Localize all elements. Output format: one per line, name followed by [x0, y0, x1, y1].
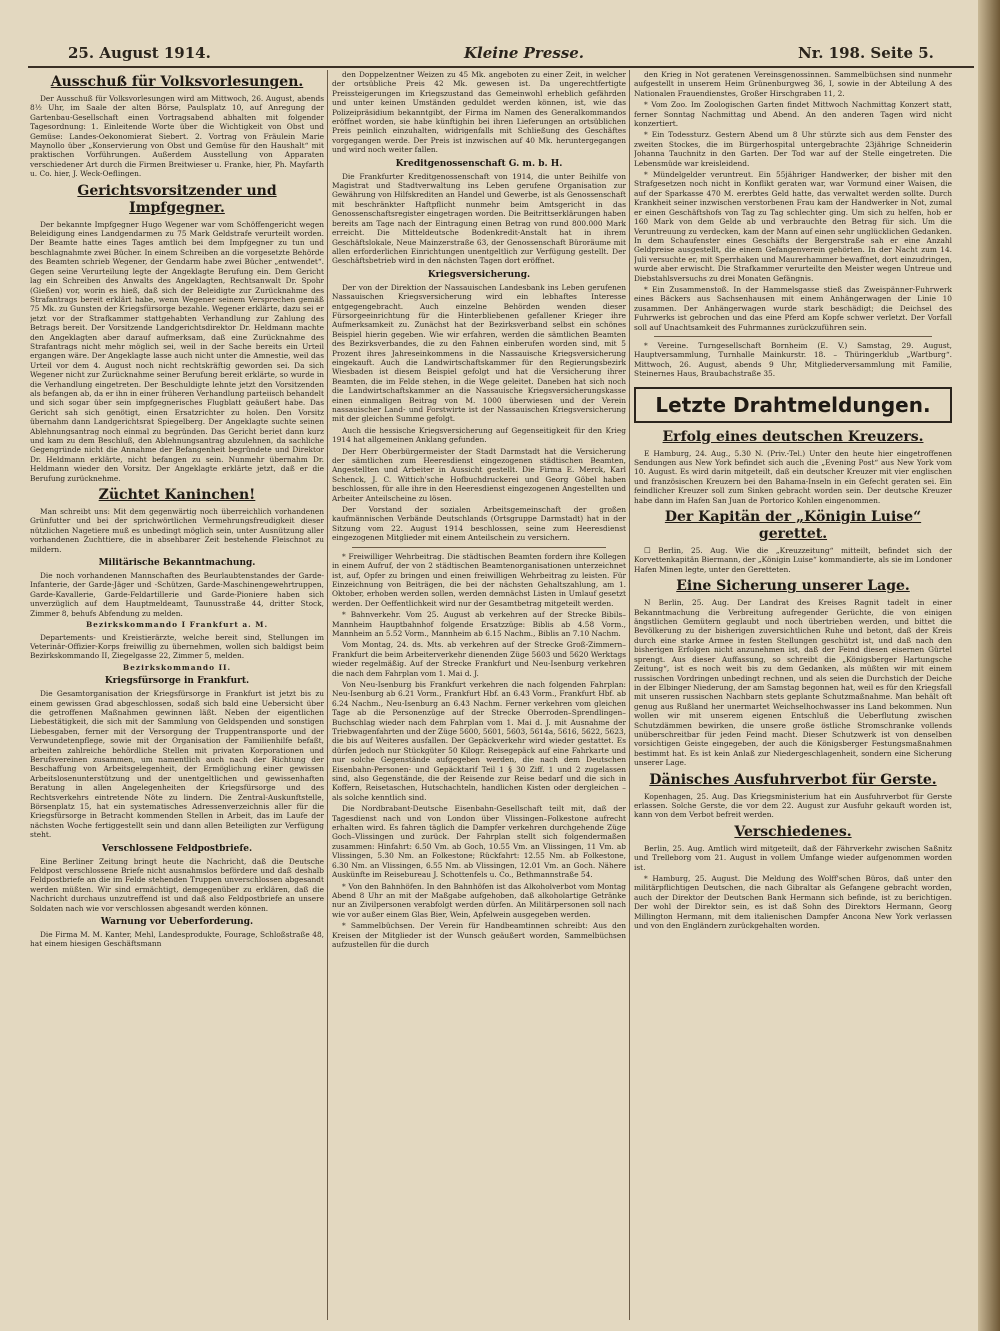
article-paragraph: Die Nordbrabant-Deutsche Eisenbahn-Gesellschaft teilt mit, daß der Tagesdienst nach und von London über Vlissingen–Folkestone aufrecht erhalten wird. Es fahren täglich die Dampfer verkehren durchgehende Züge Goch–Vlissingen und zurück. Der Fahrplan stellt sich folgendermaßen zusammen: Hinfahrt: 6.50 Vm. ab Goch, 10.55 Vm. an Vlissingen, 11 Vm. ab Vlissingen, 5.30 Nm. an Folkestone; Rückfahrt: 12.55 Nm. ab Folkestone, 6.30 Nm. an Vlissingen, 6.55 Nm. ab Vlissingen, 12.01 Vm. an Goch. Nähere Auskünfte im Reisebureau J. Schottenfels u. Co., Bethmannstraße 54.	[332, 804, 626, 880]
article-paragraph: den Krieg in Not geratenen Vereinsgenossinnen. Sammelbüchsen sind nunmehr aufgestellt in unserem Heim Grünenburgweg 36, I, sowie in der Abteilung A des Nationalen Frauendienstes, Großer Hirschgraben 11, 2.	[634, 70, 952, 98]
page-header	[28, 44, 974, 64]
article-headline: Dänisches Ausfuhrverbot für Gerste.	[649, 771, 937, 788]
article-paragraph: Kopenhagen, 25. Aug. Das Kriegsministerium hat ein Ausfuhrverbot für Gerste erlassen. Solche Gerste, die vor dem 22. August zur Ausfuhr gekauft worden ist, kann von dem Verbot befreit werden.	[634, 791, 952, 820]
article-signature: Bezirkskommando I Frankfurt a. M.	[85, 620, 269, 630]
header-date: 25. August 1914.	[68, 44, 211, 62]
article-paragraph: * Vereine. Turngesellschaft Bornheim (E. V.) Samstag, 29. August, Hauptversammlung, Turnhalle Mainkurstr. 18. – Thüringerklub „Wartburg“. Mittwoch, 26. August, abends 9 Uhr, Mitgliederversammlung mit Familie, Steinernes Haus, Braubachstraße 35.	[634, 340, 952, 379]
article-paragraph: * Ein Zusammenstoß. In der Hammelsgasse stieß das Zweispänner-Fuhrwerk eines Bäckers aus Sachsenhausen mit einem Anhängerwagen der Linie 10 zusammen. Der Anhängerwagen wurde stark beschädigt; die Deichsel des Fuhrwerks ist gebrochen und das eine Pferd am Kopfe schwer verletzt. Der Vorfall soll auf Unachtsamkeit des Fuhrmannes zurückzuführen sein.	[634, 284, 952, 332]
article-subheadline: Warnung vor Ueberforderung.	[100, 917, 254, 928]
article-paragraph: ☐ Berlin, 25. Aug. Wie die „Kreuzzeitung“ mitteilt, befindet sich der Korvettenkapitän Biermann, der „Königin Luise“ kommandierte, als sie im Londoner Hafen Minen legte, unter den Geretteten.	[634, 546, 952, 574]
article-separator	[352, 547, 606, 548]
article-paragraph: * Mündelgelder veruntreut. Ein 55jähriger Handwerker, der bisher mit den Strafgesetzen noch nicht in Konflikt geraten war, war Vormund einer Waisen, die auf der Sparkasse 470 M. ererbtes Geld hatte, das verwaltet werden sollte. Durch Krankheit seiner inzwischen verstorbenen Frau kam der Handwerker in Not, zumal er einen Geschäftshofs von Tag zu Tag schlechter ging. Um sich zu helfen, hob er 160 Mark von dem Gelde ab und verbrauchte den Betrag für sich. Um die Veruntreuung zu verdecken, kam der Mann auf einen sehr unglücklichen Gedanken. In dem Schaufenster eines Geschäfts der Bergerstraße sah er eine Anzahl Geldpreise ausgestellt, die einem Gefangenverein gehörten. In der Nacht zum 14. Juli versuchte er, mit Sperrhaken und Maurerhammer bewaffnet, dort einzudringen, wurde aber erwischt. Die Strafkammer verurteilte den Meister wegen Untreue und Diebstahlsversuchs zu drei Monaten Gefängnis.	[634, 170, 952, 283]
page-binding-edge	[978, 0, 1000, 1331]
article-paragraph: Departements- und Kreistierärzte, welche bereit sind, Stellungen im Veterinär-Offizier-Korps freiwillig zu übernehmen, wollen sich baldigst beim Bezirkskommando II, Ziegelgasse 22, Zimmer 5, melden.	[30, 632, 324, 661]
article-paragraph: * Von den Bahnhöfen. In den Bahnhöfen ist das Alkoholverbot vom Montag Abend 8 Uhr an mit der Maßgabe aufgehoben, daß alkoholartige Getränke nur an Zivilpersonen verabfolgt werden dürfen. An Militärpersonen soll nach wie vor außer einem Glas Bier, Wein, Apfelwein ausgegeben werden.	[332, 881, 626, 919]
article-subheadline: Militärische Bekanntmachung.	[98, 558, 256, 569]
article-headline: Verschiedenes.	[734, 823, 852, 840]
article-headline: Eine Sicherung unserer Lage.	[676, 578, 910, 595]
article-headline: Züchtet Kaninchen!	[98, 487, 256, 504]
article-paragraph: Eine Berliner Zeitung bringt heute die Nachricht, daß die Deutsche Feldpost verschlossene Briefe nicht ausnahmslos befördere und daß deshalb Feldpostbriefe an die im Felde stehenden Truppen unverschlossen abgesandt werden müßten. Wir sind ermächtigt, demgegenüber zu erklären, daß die Nachricht durchaus unzutreffend ist und daß also Feldpostbriefe an unsere Soldaten nach wie vor verschlossen abgesandt werden können.	[30, 856, 324, 913]
article-paragraph: Man schreibt uns: Mit dem gegenwärtig noch überreichlich vorhandenen Grünfutter und bei der sprichwörtlichen Vermehrungsfreudigkeit dieser nützlichen Nagetiere muß es unbedingt möglich sein, unter Ausnützung aller vorhandenen Zuchttiere, die in absehbarer Zeit bestehende Fleischnot zu mildern.	[30, 507, 324, 554]
article-headline: Ausschuß für Volksvorlesungen.	[50, 74, 304, 90]
article-paragraph: Von Neu-Isenburg bis Frankfurt verkehren die nach folgenden Fahrplan: Neu-Isenburg ab 6.21 Vorm., Frankfurt Hbf. an 6.43 Vorm., Frankfurt Hbf. ab 6.24 Nachm., Neu-Isenburg an 6.43 Nachm. Ferner verkehren vom gleichen Tage ab die Personenzüge auf der Strecke Oberroden–Sprendlingen–Buchschlag wieder nach dem Fahrplan vom 1. Mai d. J. mit Ausnahme der Triebwagenfahrten und der Züge 5600, 5601, 5603, 5614a, 5616, 5622, 5623, die bis auf Weiteres ausfallen. Der Gepäckverkehr wird wieder gestattet. Es dürfen jedoch nur Stückgüter 50 Kilogr. Reisegepäck auf eine Fahrkarte und nur solche Gegenstände aufgegeben werden, die nach dem Deutschen Eisenbahn-Personen- und Gepäcktarif Teil 1 § 30 Ziff. 1 und 2 zugelassen sind, also Gegenstände, die der Reisende zur Reise bedarf und die sich in Koffern, Reisetaschen, Hutschachteln, handlichen Kisten oder dergleichen – als solche kenntlich sind.	[332, 679, 626, 802]
article-paragraph: * Freiwilliger Wehrbeitrag. Die städtischen Beamten fordern ihre Kollegen in einem Aufruf, der von 2 städtischen Beamtenorganisationen unterzeichnet ist, auf, Opfer zu bringen und einen freiwilligen Wehrbeitrag zu leisten. Für Einzeichnung von Beiträgen, die bei der nächsten Gehaltszahlung, am 1. Oktober, erhoben werden sollen, werden demnächst Listen in Umlauf gesetzt werden. Der Oeffentlichkeit wird nur der Gesamtbetrag mitgeteilt werden.	[332, 551, 626, 608]
article-headline: Gerichtsvorsitzender und Impfgegner.	[77, 182, 277, 216]
article-paragraph: Die Frankfurter Kreditgenossenschaft von 1914, die unter Beihilfe von Magistrat und Stadtverwaltung ins Leben gerufene Organisation zur Gewährung von Hilfskrediten an Handel und Gewerbe, ist als Genossenschaft mit beschränkter Haftpflicht nunmehr beim Amtsgericht in das Genossenschaftsregister eingetragen worden. Die Beitrittserklärungen haben bereits am Tage nach der Eintragung einen Betrag von rund 800.000 Mark erreicht. Die Mitteldeutsche Bodenkredit-Anstalt hat in ihrem Geschäftslokale, Neue Mainzerstraße 63, der Genossenschaft Büroräume mit allen erforderlichen Einrichtungen unentgeltlich zur Verfügung gestellt. Der Geschäftsbetrieb wird in den nächsten Tagen dort eröffnet.	[332, 171, 626, 266]
article-paragraph: Vom Montag, 24. ds. Mts. ab verkehren auf der Strecke Groß-Zimmern–Frankfurt die beim Arbeiterverkehr dienenden Züge 5603 und 5620 Werktags wieder regelmäßig. Auf der Strecke Frankfurt und Neu-Isenburg verkehren die nach dem Fahrplan vom 1. Mai d. J.	[332, 640, 626, 678]
article-separator	[654, 336, 932, 337]
article-paragraph: Die Firma M. M. Kanter, Mehl, Landesprodukte, Fourage, Schloßstraße 48, hat einem hiesigen Geschäftsmann	[30, 930, 324, 949]
article-paragraph: * Sammelbüchsen. Der Verein für Handbeamtinnen schreibt: Aus den Kreisen der Mitglieder ist der Wunsch geäußert worden, Sammelbüchsen aufzustellen für die durch	[332, 921, 626, 949]
article-subheadline: Kreditgenossenschaft G. m. b. H.	[395, 158, 563, 169]
article-paragraph: * Bahnverkehr. Vom 25. August ab verkehren auf der Strecke Bibils–Mannheim Hauptbahnhof folgende Ersatzzüge: Biblis ab 4.58 Vorm., Mannheim an 5.52 Vorm., Mannheim ab 6.15 Nachm., Biblis an 7.10 Nachm.	[332, 610, 626, 638]
section-banner: Letzte Drahtmeldungen.	[634, 387, 952, 423]
column-2	[332, 70, 626, 1325]
column-divider	[327, 70, 328, 1320]
article-headline: Der Kapitän der „Königin Luise“ gerettet.	[664, 509, 922, 543]
article-paragraph: Der bekannte Impfgegner Hugo Wegener war vom Schöffengericht wegen Beleidigung eines Landgendarmen zu 75 Mark Geldstrafe verurteilt worden. Der Beamte hatte eines Tages amtlich bei dem Impfgegner zu tun und beschlagnahmte zwei Bücher. In einem Schreiben an die vorgesetzte Behörde des Beamten schrieb Wegener, der Gendarm habe zwei Bücher „entwendet“. Gegen seine Verurteilung legte der Angeklagte Berufung ein. Dem Gericht lag ein Schreiben des Anwalts des Angeklagten, Rechtsanwalt Dr. Spohr (Gießen) vor, worin es hieß, daß sich der Beleidigte zur Zurücknahme des Strafantrags bereit erklärt habe, wenn Wegener seinem Versprechen gemäß 75 Mk. zu Gunsten der Kriegsfürsorge bezahle. Wegener erklärte, dazu sei er jetzt vor der Strafkammer stattgehabten Verhandlung zur Zahlung des Betrags bereit. Der Vorsitzende Landgerichtsdirektor Dr. Heldmann machte den Angeklagten aber darauf aufmerksam, daß eine Zurücknahme des Strafantrags nicht mehr möglich sei, weil in der Sache bereits ein Urteil ergangen wäre. Der Angeklagte lasse auch nicht unter die Amnestie, weil das Urteil vor dem 4. August noch nicht rechtskräftig geworden sei. Da sich Wegener nicht zur Zurücknahme seiner Berufung bereit erklärte, so wurde in die Verhandlung eingetreten. Der Beschuldigte lehnte jetzt den Vorsitzenden als befangen ab, da er ihn in einer früheren Verhandlung parteiisch behandelt und sich sogar über sein impfgegnerisches Flugblatt geäußert habe. Das Gericht sah sich genötigt, einen Ersatzrichter zu holen. Den Vorsitz übernahm dann Landgerichtsrat Spiegelberg. Der Angeklagte suchte seinen Ablehnungsantrag noch einmal zu begründen. Das Gericht beriet dann kurz und kam zu dem Beschluß, den Ablehnungsantrag abzulehnen, da sachliche Gegengründe nicht die Annahme der Befangenheit begründete und Direktor Dr. Heldmann erklärte, nicht befangen zu sein. Nunmehr übernahm Dr. Heldmann wieder den Vorsitz. Der Angeklagte erklärte jetzt, daß er die Berufung zurücknehme.	[30, 219, 324, 483]
column-divider	[629, 70, 630, 1320]
article-paragraph: Die Gesamtorganisation der Kriegsfürsorge in Frankfurt ist jetzt bis zu einem gewissen Grad abgeschlossen, sodaß sich bald eine Uebersicht über die getroffenen Maßnahmen gewinnen läßt. Neben der eigentlichen Liebestätigkeit, die sich mit der Sammlung von Geldspenden und sonstigen Liebesgaben, ferner mit der Versorgung der Truppentransporte und der Verwundetenpflege, sowie mit der Organisation der Familienhilfe befaßt, arbeiten zahlreiche behördliche Stellen mit privaten Korporationen und Berufsvereinen zusammen, um namentlich auch nach der Richtung der Beschaffung von Arbeitsgelegenheit, der Ermöglichung einer gewissen Arbeitslosenunterstützung und der unentgeltlichen und gewissenhaften Beratung in allen Angelegenheiten der Kriegsfürsorge und des Rechtsverkehrs eintretende Nöte zu lindern. Die Zentral-Auskunftstelle, Börsenplatz 15, hat ein systematisches Adressenverzeichnis aller für die Kriegsfürsorge in Betracht kommenden Stellen in Arbeit, das im Laufe der nächsten Woche fertiggestellt sein und dann allen Beteiligten zur Verfügung steht.	[30, 689, 324, 840]
article-paragraph: Die noch vorhandenen Mannschaften des Beurlaubtenstandes der Garde-Infanterie, der Garde-Jäger und -Schützen, Garde-Maschinengewehrtruppen, Garde-Kavallerie, Garde-Feldartillerie und Garde-Pioniere haben sich unverzüglich auf dem Hauptmeldeamt, Taunusstraße 44, dritter Stock, Zimmer 8, behufs Abfendung zu melden.	[30, 571, 324, 618]
article-paragraph: Auch die hessische Kriegsversicherung auf Gegenseitigkeit für den Krieg 1914 hat allgemeinen Anklang gefunden.	[332, 425, 626, 445]
column-3	[634, 70, 952, 1325]
article-paragraph: N Berlin, 25. Aug. Der Landrat des Kreises Ragnit tadelt in einer Bekanntmachung die Verbreitung aufregender Gerüchte, die von einigen ängstlichen Gemütern geglaubt und noch übertrieben werden, und bittet die Bevölkerung zu der bisherigen zuversichtlichen Ruhe und betont, daß der Kreis durch eine starke Armee in festen Stellungen geschützt ist, und daß nach den bisherigen Erfolgen nicht anzunehmen ist, daß der Feind diesen eisernen Gürtel sprengt. Aus dieser Auffassung, so schreibt die „Königsberger Hartungsche Zeitung“, ist es noch weit bis zu dem Gedanken, als müßten wir mit einem russischen Vordringen unbedingt rechnen, und als seien die Durchstich der Deiche in der Elbinger Niederung, der am Samstag begonnen hat, weil es für den Kriegsfall mit unseren russischen Nachbarn stets geplante Schutzmaßnahme. Man behält oft genug aus Rußland her unermartet Weichselhochwasser ins Land bekommen. Nun wollen wir mit unserem eigenen Entschluß die Ueberflutung zwischen Schutzdämmen bewirken, die unsere große östliche Stromschranke vollends unüberschreitbar für jeden Feind macht. Dieser Schutzwerk ist von denselben vorsichtigen Geiste eingegeben, der auch die Königsberger Festungsmaßnahmen bestimmt hat. Es ist kein Anlaß zur Niedergeschlagenheit, sondern eine Sicherung unserer Lage.	[634, 598, 952, 768]
article-signature: Bezirkskommando II.	[122, 662, 232, 672]
header-paper-title: Kleine Presse.	[464, 44, 585, 62]
article-paragraph: * Vom Zoo. Im Zoologischen Garten findet Mittwoch Nachmittag Konzert statt, ferner Sonntag Nachmittag und Abend. An den anderen Tagen wird nicht konzertiert.	[634, 100, 952, 129]
article-paragraph: * Ein Todessturz. Gestern Abend um 8 Uhr stürzte sich aus dem Fenster des zweiten Stockes, die im Bürgerhospital untergebrachte 23jährige Schneiderin Johanna Tauchnitz in den Garten. Der Tod war auf der Stelle eingetreten. Die Lebensmüde war kreisleidend.	[634, 130, 952, 168]
article-paragraph: Berlin, 25. Aug. Amtlich wird mitgeteilt, daß der Fährverkehr zwischen Saßnitz und Trelleborg vom 21. August in vollem Umfange wieder aufgenommen worden ist.	[634, 843, 952, 872]
article-paragraph: Der Ausschuß für Volksvorlesungen wird am Mittwoch, 26. August, abends 8½ Uhr, im Saale der alten Börse, Paulsplatz 10, auf Anregung der Gartenbau-Gesellschaft einen Vortragsabend abhalten mit folgender Tagesordnung: 1. Einleitende Worte über die Wichtigkeit von Obst und Gemüse: Landes-Oekonomierat Siebert. 2. Vortrag von Fräulein Marie Maynollo über „Konservierung von Obst und Gemüse für den Haushalt“ mit praktischen Vorführungen. Außerdem Ausstellung von Apparaten verschiedener Art durch die Firmen Breitwieser u. Franke, hier, Ph. Mayfarth u. Co. hier, J. Weck-Oeflingen.	[30, 94, 324, 179]
article-subheadline: Kriegsfürsorge in Frankfurt.	[104, 676, 250, 687]
column-1	[30, 70, 324, 1325]
article-paragraph: Der Vorstand der sozialen Arbeitsgemeinschaft der großen kaufmännischen Verbände Deutschlands (Ortsgruppe Darmstadt) hat in der Sitzung vom 22. August 1914 beschlossen, seine zum Heeresdienst eingezogenen Mitglieder mit einem Anteilschein zu versichern.	[332, 505, 626, 543]
article-headline: Erfolg eines deutschen Kreuzers.	[662, 428, 924, 445]
article-subheadline: Verschlossene Feldpostbriefe.	[101, 843, 253, 854]
header-issue-page: Nr. 198. Seite 5.	[798, 44, 934, 62]
article-paragraph: Der von der Direktion der Nassauischen Landesbank ins Leben gerufenen Nassauischen Kriegsversicherung wird ein lebhaftes Interesse entgegengebracht. Auch einzelne Behörden wenden dieser Fürsorgeeinrichtung für die Hinterbliebenen gefallener Krieger ihre Aufmerksamkeit zu. Zunächst hat der Bezirksverband selbst ein schönes Beispiel hierin gegeben. Wie wir erfahren, werden die sämtlichen Beamten des Bezirksverbandes, die zu den Fahnen einberufen worden sind, mit 5 Prozent ihres Jahreseinkommens in die Nassauische Kriegsversicherung eingekauft. Auch die Landwirtschaftskammer für den Regierungsbezirk Wiesbaden ist diesem Beispiel gefolgt und hat die Versicherung ihrer Beamten, die im Felde stehen, in die Wege geleitet. Daneben hat sich noch die Landwirtschaftskammer an die Nassauische Kriegsversicherungskasse einen einmaligen Beitrag von M. 1000 überwiesen und der Verein nassauischer Land- und Forstwirte ist der Nassauischen Kriegsversicherung mit der gleichen Summe gefolgt.	[332, 282, 626, 424]
article-subheadline: Kriegsversicherung.	[427, 269, 531, 280]
article-paragraph: * Hamburg, 25. August. Die Meldung des Wolff'schen Büros, daß unter den militärpflichtigen Deutschen, die nach Gibraltar als Gefangene gebracht worden, auch der Direktor der Deutschen Bank Hermann sich befinde, ist zu berichtigen. Der wohl der Direktor sein, es ist daß Sohn des Direktors Hermann, Georg Millington Hermann, mit dem italienischen Dampfer Ancona New York verlassen und von den Engländern zurückgehalten worden.	[634, 874, 952, 931]
article-paragraph: den Doppelzentner Weizen zu 45 Mk. angeboten zu einer Zeit, in welcher der ortsübliche Preis 42 Mk. gewesen ist. Da ungerechtfertigte Preissteigerungen im Kriegszustand das Gemeinwohl erheblich gefährden und unter keinen Umständen geduldet werden können, ist, wie das Polizeipräsidium bekanntgibt, der Firma im Namen des Generalkommandos eröffnet worden, sie habe künftighin bei ihren Lieferungen an ortsüblichen Preis peinlich einzuhalten, widrigenfalls mit Schließung des Geschäftes vorgegangen werde. Der Preis ist inzwischen auf 40 Mk. heruntergegangen und wird noch weiter fallen.	[332, 70, 626, 155]
article-paragraph: Der Herr Oberbürgermeister der Stadt Darmstadt hat die Versicherung der sämtlichen zum Heeresdienst eingezogenen städtischen Beamten, Angestellten und Arbeiter in Aussicht gestellt. Die Firma E. Merck, Karl Schenck, J. C. Wittich'sche Hofbuchdruckerei und Georg Göbel haben beschlossen, für alle ihre in den Heeresdienst eingezogenen Angestellten und Arbeiter Anteilscheine zu lösen.	[332, 446, 626, 503]
article-paragraph: E Hamburg, 24. Aug., 5.30 N. (Priv.-Tel.) Unter den heute hier eingetroffenen Sendungen aus New York befindet sich auch die „Evening Post“ aus New York vom 10. August. Es wird darin mitgeteilt, daß ein deutscher Kreuzer mit vier englischen und französischen Kreuzern bei den Bahama-Inseln in ein Gefecht geraten sei. Ein feindlicher Kreuzer soll zum Sinken gebracht worden sein. Der deutsche Kreuzer habe dann im Hafen San Juan de Portorico Kohlen eingenommen.	[634, 448, 952, 505]
header-rule	[28, 66, 974, 68]
